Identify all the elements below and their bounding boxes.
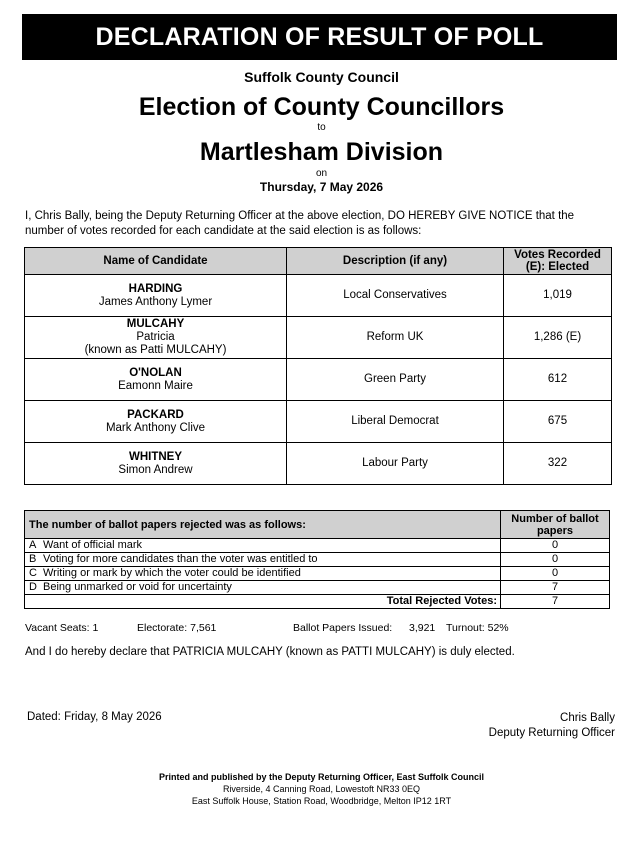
candidate-description: Reform UK	[287, 317, 504, 359]
poll-date: Thursday, 7 May 2026	[259, 180, 384, 194]
rejected-code: B	[25, 553, 44, 567]
rejected-code: C	[25, 567, 44, 581]
candidate-forenames: Simon Andrew	[118, 463, 193, 476]
candidate-votes: 322	[504, 443, 612, 485]
rejected-count-header: Number of ballot papers	[501, 511, 610, 539]
rejected-code: A	[25, 539, 44, 553]
election-title: Election of County Councillors	[138, 93, 505, 121]
candidate-surname: WHITNEY	[128, 450, 183, 463]
ballot-papers-issued-label: Ballot Papers Issued:	[293, 622, 393, 634]
candidate-name	[25, 443, 287, 485]
rejected-row	[25, 567, 610, 581]
rejected-code: D	[25, 581, 44, 595]
on-word: on	[315, 168, 328, 179]
division-name: Martlesham Division	[199, 138, 444, 166]
candidate-name	[25, 401, 287, 443]
header-name: Name of Candidate	[25, 248, 287, 275]
candidate-forenames: James Anthony Lymer	[98, 295, 213, 308]
candidate-description: Local Conservatives	[287, 275, 504, 317]
signatory-title: Deputy Returning Officer	[488, 727, 615, 739]
rejected-row	[25, 553, 610, 567]
rejected-table	[24, 510, 610, 609]
candidate-row	[25, 443, 612, 485]
rejected-total-label: Total Rejected Votes:	[25, 595, 501, 609]
notice-text: I, Chris Bally, being the Deputy Returning Officer at the above election, DO HEREBY GIVE NOTICE that the number of votes recorded for each candidate at the said election is as follows:	[25, 210, 575, 237]
footer-address-1: Riverside, 4 Canning Road, Lowestoft NR33 0EQ	[222, 784, 421, 794]
rejected-total: 7	[501, 595, 610, 609]
footer-publisher: Printed and published by the Deputy Returning Officer, East Suffolk Council	[158, 772, 485, 782]
rejected-row	[25, 581, 610, 595]
candidates-table	[24, 247, 612, 485]
candidate-votes: 675	[504, 401, 612, 443]
candidate-forenames: Patricia	[136, 331, 175, 343]
rejected-reason: Being unmarked or void for uncertainty	[43, 581, 501, 595]
electorate: Electorate: 7,561	[137, 622, 217, 634]
turnout: Turnout: 52%	[446, 622, 509, 634]
rejected-count: 0	[501, 539, 610, 553]
rejected-count: 0	[501, 567, 610, 581]
candidate-forenames: Eamonn Maire	[118, 379, 193, 392]
candidate-name	[25, 275, 287, 317]
header-description: Description (if any)	[287, 248, 504, 275]
candidate-votes: 1,019	[504, 275, 612, 317]
document-banner: DECLARATION OF RESULT OF POLL	[22, 14, 617, 60]
rejected-reason: Writing or mark by which the voter could be identified	[43, 567, 501, 581]
rejected-count: 0	[501, 553, 610, 567]
rejected-heading: The number of ballot papers rejected was as follows:	[25, 511, 501, 539]
rejected-reason: Voting for more candidates than the voter was entitled to	[43, 553, 501, 567]
signatory-name: Chris Bally	[560, 712, 615, 724]
footer-address-2: East Suffolk House, Station Road, Woodbridge, Melton IP12 1RT	[191, 796, 452, 806]
candidate-description: Labour Party	[287, 443, 504, 485]
council-name: Suffolk County Council	[244, 69, 399, 85]
candidate-known-as: (known as Patti MULCAHY)	[84, 344, 227, 356]
rejected-count: 7	[501, 581, 610, 595]
candidate-description: Liberal Democrat	[287, 401, 504, 443]
ballot-papers-issued: 3,921	[409, 622, 436, 634]
candidate-surname: HARDING	[128, 282, 183, 295]
candidate-votes: 1,286 (E)	[504, 317, 612, 359]
rejected-row	[25, 539, 610, 553]
declaration-text: And I do hereby declare that PATRICIA MULCAHY (known as PATTI MULCAHY) is duly elected.	[25, 646, 515, 658]
rejected-reason: Want of official mark	[43, 539, 501, 553]
candidate-row	[25, 275, 612, 317]
candidate-votes: 612	[504, 359, 612, 401]
candidate-surname: MULCAHY	[126, 318, 185, 330]
candidate-description: Green Party	[287, 359, 504, 401]
candidate-surname: PACKARD	[127, 408, 184, 421]
header-votes: Votes Recorded (E): Elected	[504, 248, 612, 275]
signature-block	[489, 711, 615, 741]
candidate-name	[25, 359, 287, 401]
to-word: to	[317, 122, 326, 133]
candidate-row	[25, 401, 612, 443]
vacant-seats: Vacant Seats: 1	[25, 622, 99, 634]
candidate-row	[25, 359, 612, 401]
rejected-total-row	[25, 595, 610, 609]
candidate-row	[25, 317, 612, 359]
candidate-name	[25, 317, 287, 359]
dated-line: Dated: Friday, 8 May 2026	[27, 711, 162, 723]
candidate-surname: O'NOLAN	[129, 366, 182, 379]
candidate-forenames: Mark Anthony Clive	[105, 421, 206, 434]
